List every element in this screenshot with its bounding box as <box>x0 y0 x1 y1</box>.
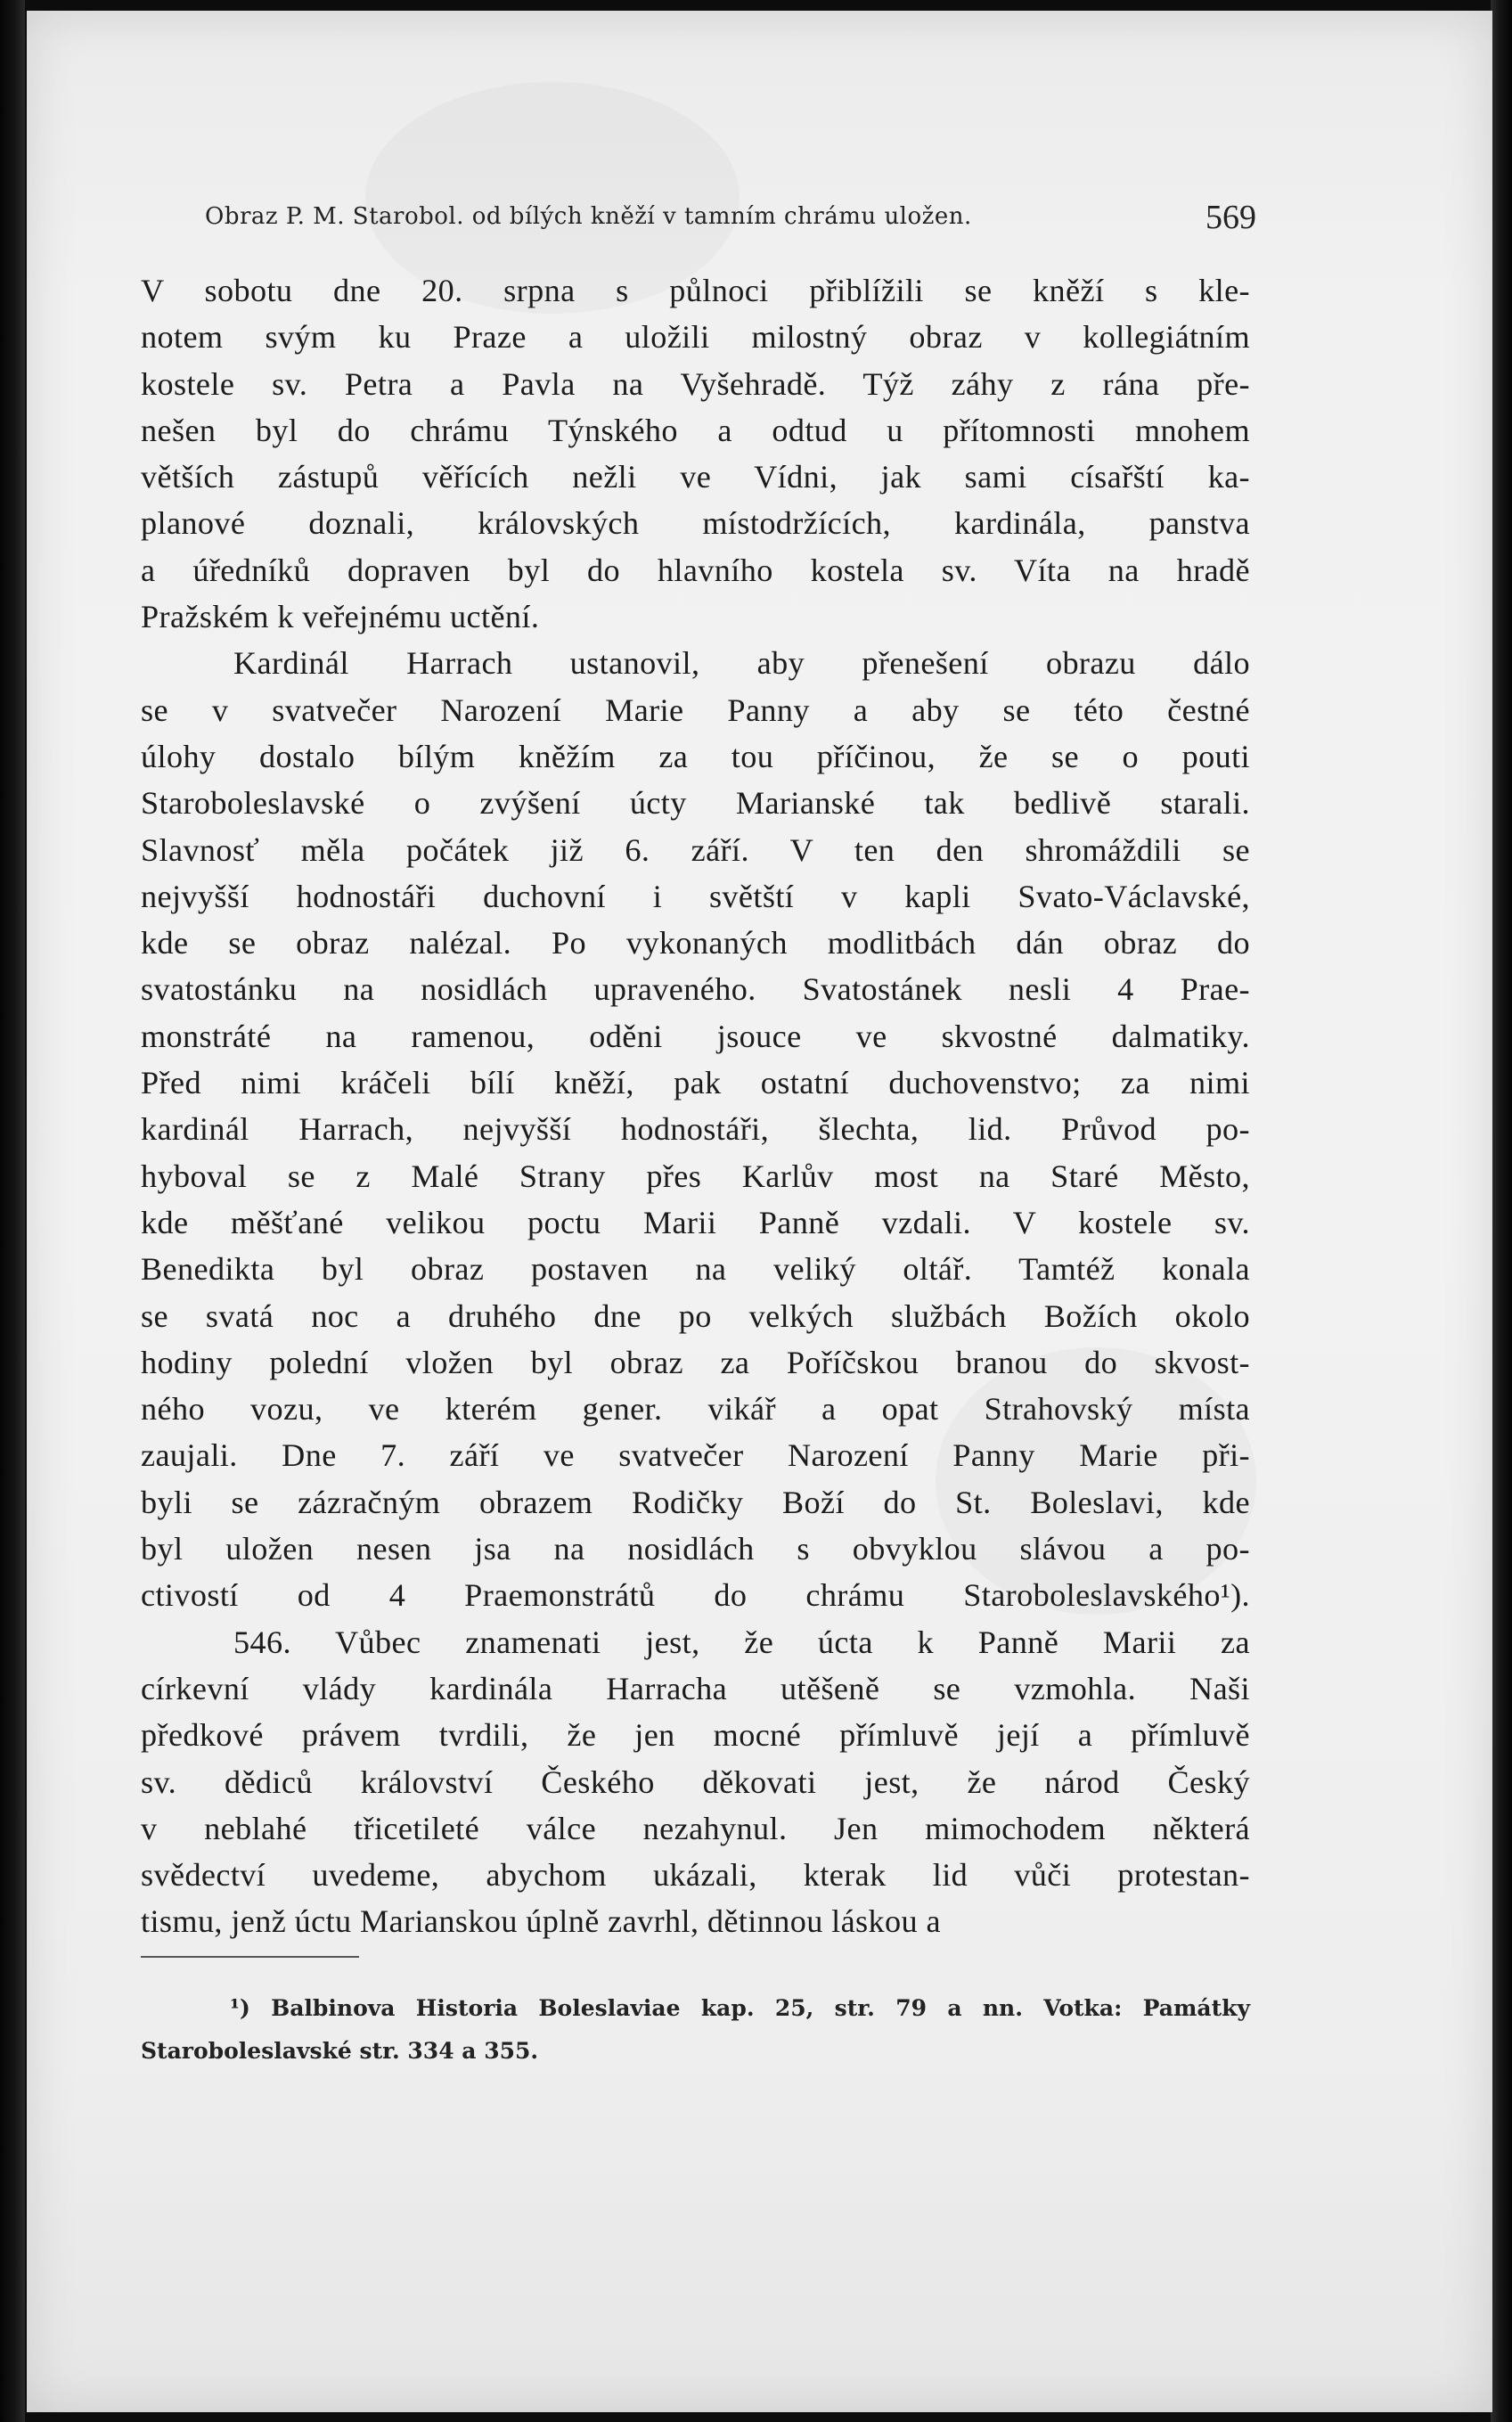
footnote-line: ¹) Balbinova Historia Boleslaviae kap. 25, str. 79 a nn. Votka: Památky <box>230 1995 1250 2021</box>
text-line: hodiny polední vložen byl obraz za Poříčskou branou do skvost- <box>141 1344 1250 1380</box>
footnote-line: Staroboleslavské str. 334 a 355. <box>141 2038 539 2064</box>
text-line: Benedikta byl obraz postaven na veliký oltář. Tamtéž konala <box>141 1251 1250 1288</box>
text-line: nejvyšší hodnostáři duchovní i světští v kapli Svato-Václavské, <box>141 878 1250 914</box>
text-line: větších zástupů věřících nežli ve Vídni, jak sami císařští ka- <box>141 459 1250 495</box>
page-number: 569 <box>1206 199 1256 236</box>
text-line: Staroboleslavské o zvýšení úcty Marianské tak bedlivě starali. <box>141 785 1250 822</box>
scan-edge-left <box>0 0 25 2422</box>
text-line: svědectví uvedeme, abychom ukázali, kterak lid vůči protestan- <box>141 1857 1250 1894</box>
footnotes <box>141 1987 1250 2073</box>
text-line: v neblahé třicetileté válce nezahynul. Jen mimochodem některá <box>141 1810 1250 1846</box>
text-line: V sobotu dne 20. srpna s půlnoci přiblížili se kněží s kle- <box>141 273 1250 308</box>
text-line: monstráté na ramenou, oděni jsouce ve skvostné dalmatiky. <box>141 1018 1250 1054</box>
footnote-rule <box>141 1956 359 1958</box>
text-line: planové doznali, královských místodržících, kardinála, panstva <box>141 505 1250 542</box>
scan-edge-right <box>1491 0 1512 2422</box>
text-line: církevní vlády kardinála Harracha utěšeně se vzmohla. Naši <box>141 1670 1250 1706</box>
running-title: Obraz P. M. Starobol. od bílých kněží v tamním chrámu uložen. <box>205 203 972 230</box>
text-line: svatostánku na nosidlách upraveného. Svatostánek nesli 4 Prae- <box>141 971 1250 1008</box>
text-line: se v svatvečer Narození Marie Panny a aby se této čestné <box>141 691 1250 728</box>
text-line: tismu, jenž úctu Marianskou úplně zavrhl, dětinnou láskou a <box>141 1903 941 1940</box>
text-line: notem svým ku Praze a uložili milostný obraz v kollegiátním <box>141 319 1250 356</box>
text-line: ctivostí od 4 Praemonstrátů do chrámu Staroboleslavského¹). <box>141 1577 1250 1614</box>
text-line: nešen byl do chrámu Týnského a odtud u přítomnosti mnohem <box>141 412 1250 448</box>
text-line: byli se zázračným obrazem Rodičky Boží do St. Boleslavi, kde <box>141 1484 1250 1520</box>
text-line: hyboval se z Malé Strany přes Karlův most na Staré Město, <box>141 1158 1250 1194</box>
text-line: byl uložen nesen jsa na nosidlách s obvyklou slávou a po- <box>141 1531 1250 1567</box>
text-line: Před nimi kráčeli bílí kněží, pak ostatní duchovenstvo; za nimi <box>141 1065 1250 1101</box>
text-line: úlohy dostalo bílým kněžím za tou příčinou, že se o pouti <box>141 738 1250 774</box>
text-line: sv. dědiců království Českého děkovati jest, že národ Český <box>141 1763 1250 1800</box>
text-line: Slavnosť měla počátek již 6. září. V ten den shromáždili se <box>141 831 1250 868</box>
text-line: kde měšťané velikou poctu Marii Panně vzdali. V kostele sv. <box>141 1204 1250 1240</box>
text-line: kostele sv. Petra a Pavla na Vyšehradě. Týž záhy z rána pře- <box>141 365 1250 402</box>
text-line: předkové právem tvrdili, že jen mocné přímluvě její a přímluvě <box>141 1717 1250 1754</box>
text-line: ného vozu, ve kterém gener. vikář a opat Strahovský místa <box>141 1391 1250 1428</box>
text-line: zaujali. Dne 7. září ve svatvečer Narození Panny Marie při- <box>141 1437 1250 1474</box>
text-line: Kardinál Harrach ustanovil, aby přenešení obrazu dálo <box>233 645 1250 682</box>
text-line: se svatá noc a druhého dne po velkých službách Božích okolo <box>141 1297 1250 1334</box>
body-text <box>141 267 1250 1945</box>
text-line: Pražském k veřejnému uctění. <box>141 599 540 635</box>
text-line: kardinál Harrach, nejvyšší hodnostáři, šlechta, lid. Průvod po- <box>141 1111 1250 1148</box>
text-line: a úředníků dopraven byl do hlavního kostela sv. Víta na hradě <box>141 552 1250 588</box>
text-line: kde se obraz nalézal. Po vykonaných modlitbách dán obraz do <box>141 925 1250 961</box>
page-header <box>205 198 1256 236</box>
text-line: 546. Vůbec znamenati jest, že úcta k Panně Marii za <box>233 1624 1250 1660</box>
